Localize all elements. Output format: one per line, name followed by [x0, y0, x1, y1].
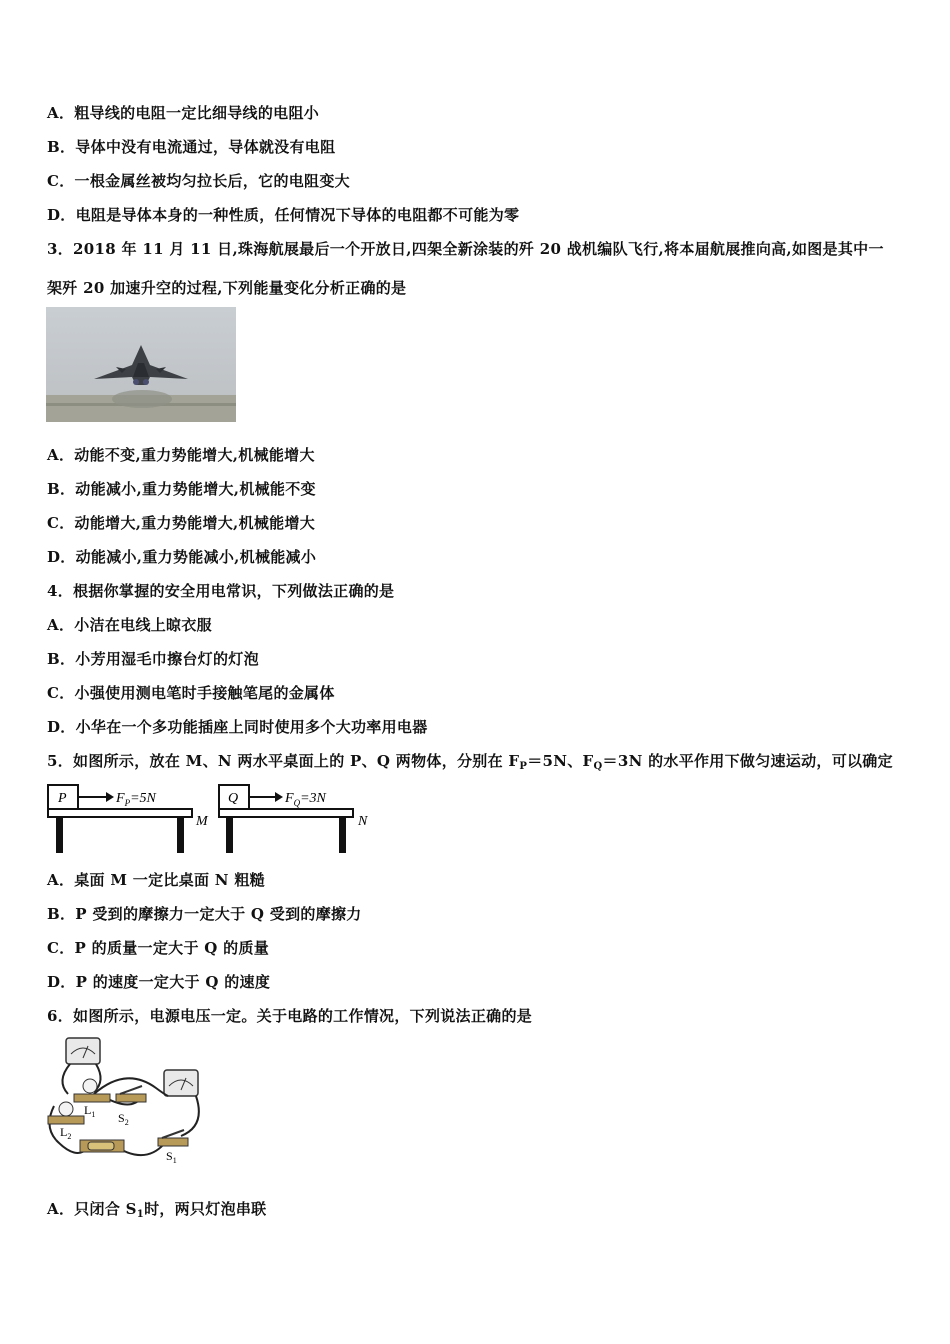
block-q-label: Q [228, 791, 239, 806]
lamp-l2 [59, 1102, 73, 1116]
q2-option-d: D．电阻是导体本身的一种性质，任何情况下导体的电阻都不可能为零 [47, 206, 520, 224]
q3-option-d: D．动能减小,重力势能减小,机械能减小 [47, 548, 317, 566]
force-p-label: $F_P=5N$ [116, 791, 156, 808]
q3-option-c: C．动能增大,重力势能增大,机械能增大 [47, 514, 316, 532]
q6-option-a-pre: A．只闭合 S [47, 1200, 137, 1218]
q2-option-b: B．导体中没有电流通过，导体就没有电阻 [47, 138, 336, 156]
table-n-top [219, 809, 353, 817]
q5-option-a: A．桌面 M 一定比桌面 N 粗糙 [47, 871, 265, 889]
force-q-label: $F_Q=3N$ [285, 791, 326, 808]
q3-stem-line2: 架歼 20 加速升空的过程,下列能量变化分析正确的是 [47, 279, 407, 297]
table-n-label: N [358, 814, 368, 829]
block-p-label: P [58, 791, 67, 806]
q4-option-a: A．小洁在电线上晾衣服 [47, 616, 212, 634]
meter-right [164, 1070, 198, 1096]
lamp-l1-base [74, 1094, 110, 1102]
q4-option-b: B．小芳用湿毛巾擦台灯的灯泡 [47, 650, 259, 668]
q5-option-d: D．P 的速度一定大于 Q 的速度 [47, 973, 271, 991]
q6-option-a [47, 1198, 266, 1220]
lamp-l1 [83, 1079, 97, 1093]
q3-stem-line1: 3．2018 年 11 月 11 日,珠海航展最后一个开放日,四架全新涂装的歼 20 战机编队飞行,将本届航展推向高,如图是其中一 [47, 240, 884, 258]
circuit-figure [46, 1036, 206, 1166]
battery [88, 1142, 114, 1150]
q4-option-c: C．小强使用测电笔时手接触笔尾的金属体 [47, 684, 335, 702]
lamp-l2-base [48, 1116, 84, 1124]
q5-stem-mid: ＝5N、F [527, 752, 594, 770]
meter-left [66, 1038, 100, 1064]
q5-stem-sub-q: Q [593, 761, 603, 772]
q5-stem-sub-p: P [519, 761, 528, 772]
table-n-leg-right [339, 817, 346, 853]
fighter-jet-image [46, 307, 236, 422]
q2-option-c: C．一根金属丝被均匀拉长后，它的电阻变大 [47, 172, 350, 190]
q5-stem [47, 750, 893, 772]
switch-s2-base [116, 1094, 146, 1102]
q5-stem-pre: 5．如图所示，放在 M、N 两水平桌面上的 P、Q 两物体，分别在 F [47, 752, 520, 770]
q6-option-a-post: 时，两只灯泡串联 [144, 1200, 267, 1218]
tables-diagram [46, 783, 372, 857]
q3-option-b: B．动能减小,重力势能增大,机械能不变 [47, 480, 316, 498]
q5-stem-post: ＝3N 的水平作用下做匀速运动，可以确定 [602, 752, 893, 770]
label-l2: $L_2$ [60, 1125, 72, 1141]
table-m-leg-right [177, 817, 184, 853]
q5-option-b: B．P 受到的摩擦力一定大于 Q 受到的摩擦力 [47, 905, 362, 923]
table-n-leg-left [226, 817, 233, 853]
tables-figure [46, 783, 372, 857]
q3-option-a: A．动能不变,重力势能增大,机械能增大 [47, 446, 315, 464]
q2-option-a: A．粗导线的电阻一定比细导线的电阻小 [47, 104, 320, 122]
fighter-jet-photo [46, 307, 236, 422]
label-s2: $S_2$ [118, 1111, 129, 1127]
label-l1: $L_1$ [84, 1103, 96, 1119]
label-s1: $S_1$ [166, 1149, 177, 1165]
table-m-top [48, 809, 192, 817]
q6-option-a-sub: 1 [136, 1209, 145, 1220]
q5-option-c: C．P 的质量一定大于 Q 的质量 [47, 939, 270, 957]
switch-s1-base [158, 1138, 188, 1146]
table-m-leg-left [56, 817, 63, 853]
q6-stem: 6．如图所示，电源电压一定。关于电路的工作情况，下列说法正确的是 [47, 1007, 533, 1025]
q4-stem: 4．根据你掌握的安全用电常识，下列做法正确的是 [47, 582, 395, 600]
q4-option-d: D．小华在一个多功能插座上同时使用多个大功率用电器 [47, 718, 428, 736]
table-m-label: M [196, 814, 208, 829]
circuit-diagram [46, 1036, 206, 1166]
